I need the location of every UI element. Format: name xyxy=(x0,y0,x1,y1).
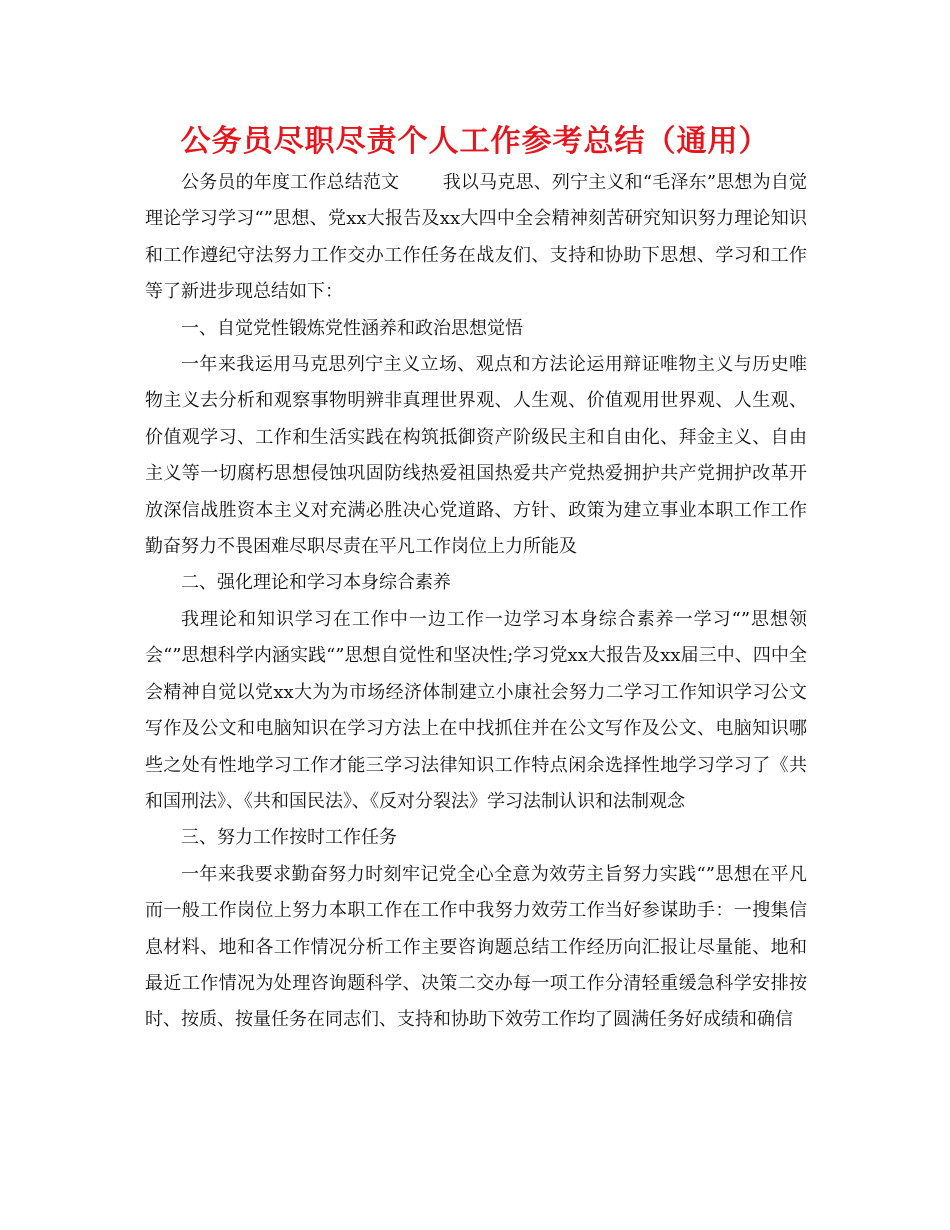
section-paragraph-1: 一年来我运用马克思列宁主义立场、观点和方法论运用辩证唯物主义与历史唯物主义去分析和观察事物明辨非真理世界观、人生观、价值观用世界观、人生观、价值观学习、工作和生活实践在构筑抵御资产阶级民主和自由化、拜金主义、自由主义等一切腐朽思想侵蚀巩固防线热爱祖国热爱共产党热爱拥护共产党拥护改革开放深信战胜资本主义对充满必胜决心党道路、方针、政策为建立事业本职工作工作勤奋努力不畏困难尽职尽责在平凡工作岗位上力所能及 xyxy=(145,354,807,558)
section-heading-3: 三、努力工作按时工作任务 xyxy=(181,827,397,849)
document-title: 公务员尽职尽责个人工作参考总结（通用） xyxy=(180,124,770,159)
section-paragraph-3: 一年来我要求勤奋努力时刻牢记党全心全意为效劳主旨努力实践“”思想在平凡而一般工作岗位上努力本职工作在工作中我努力效劳工作当好参谋助手：一搜集信息材料、地和各工作情况分析工作主要咨询题总结工作经历向汇报让尽量能、地和最近工作情况为处理咨询题科学、决策二交办每一项工作分清轻重缓急科学安排按时、按质、按量任务在同志们、支持和协助下效劳工作均了圆满任务好成绩和确信 xyxy=(145,863,807,1031)
section-paragraph-2: 我理论和知识学习在工作中一边工作一边学习本身综合素养一学习“”思想领会“”思想科学内涵实践“”思想自觉性和坚决性;学习党xx大报告及xx届三中、四中全会精神自觉以党xx大为为市场经济体制建立小康社会努力二学习工作知识学习公文写作及公文和电脑知识在学习方法上在中找抓住并在公文写作及公文、电脑知识哪些之处有性地学习工作才能三学习法律知识工作特点闲余选择性地学习学习了《共和国刑法》、《共和国民法》、《反对分裂法》学习法制认识和法制观念 xyxy=(145,608,807,812)
section-heading-1: 一、自觉党性锻炼党性涵养和政治思想觉悟 xyxy=(181,317,523,339)
intro-text: 我以马克思、列宁主义和“毛泽东”思想为自觉理论学习学习“”思想、党xx大报告及xx大四中全会精神刻苦研究知识努力理论知识和工作遵纪守法努力工作交办工作任务在战友们、支持和协助下思想、学习和工作等了新进步现总结如下： xyxy=(145,172,808,303)
section-heading-2: 二、强化理论和学习本身综合素养 xyxy=(181,572,451,594)
document-body xyxy=(145,165,807,1039)
intro-label: 公务员的年度工作总结范文 xyxy=(181,172,400,193)
intro-paragraph xyxy=(145,165,807,311)
